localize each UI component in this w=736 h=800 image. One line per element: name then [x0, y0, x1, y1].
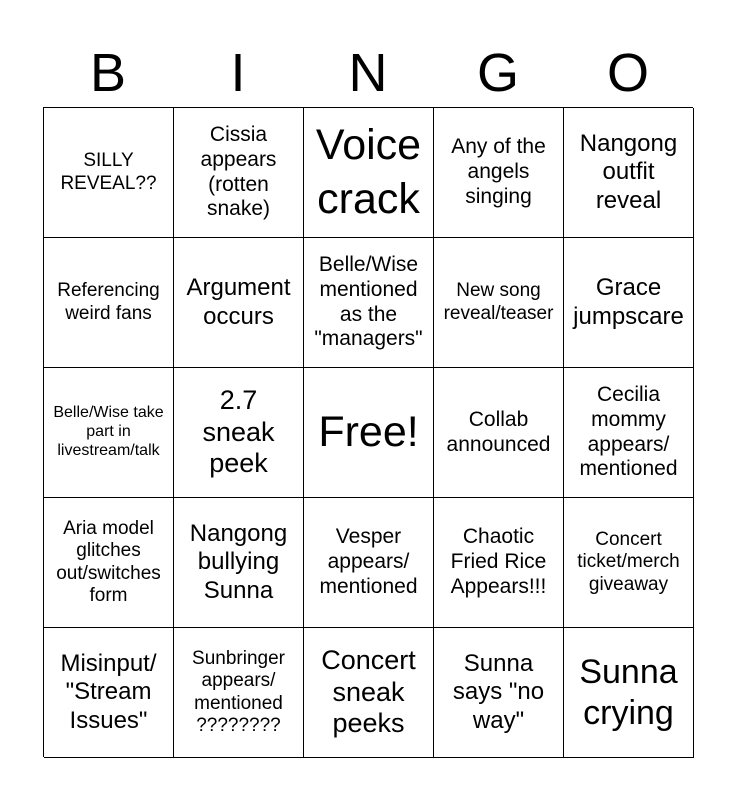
bingo-cell[interactable]: Concert ticket/merch giveaway: [564, 498, 694, 628]
bingo-cell[interactable]: Aria model glitches out/switches form: [44, 498, 174, 628]
bingo-cell[interactable]: SILLY REVEAL??: [44, 108, 174, 238]
bingo-cell[interactable]: Sunbringer appears/ mentioned ????????: [174, 628, 304, 758]
header-letter-n: N: [348, 43, 388, 103]
bingo-cell[interactable]: Cecilia mommy appears/ mentioned: [564, 368, 694, 498]
bingo-cell[interactable]: Belle/Wise mentioned as the "managers": [304, 238, 434, 368]
header-letter-o: O: [606, 43, 649, 103]
bingo-cell[interactable]: Cissia appears (rotten snake): [174, 108, 304, 238]
bingo-cell[interactable]: Any of the angels singing: [434, 108, 564, 238]
bingo-cell[interactable]: Vesper appears/ mentioned: [304, 498, 434, 628]
bingo-cell[interactable]: Referencing weird fans: [44, 238, 174, 368]
bingo-cell[interactable]: Misinput/ "Stream Issues": [44, 628, 174, 758]
bingo-cell[interactable]: Sunna says "no way": [434, 628, 564, 758]
bingo-cell[interactable]: Nangong outfit reveal: [564, 108, 694, 238]
header-letter-b: B: [89, 43, 127, 103]
bingo-cell[interactable]: Belle/Wise take part in livestream/talk: [44, 368, 174, 498]
bingo-cell[interactable]: 2.7 sneak peek: [174, 368, 304, 498]
bingo-cell[interactable]: Voice crack: [304, 108, 434, 238]
bingo-board: [43, 107, 693, 757]
bingo-cell[interactable]: Chaotic Fried Rice Appears!!!: [434, 498, 564, 628]
bingo-cell[interactable]: Concert sneak peeks: [304, 628, 434, 758]
bingo-header: [43, 40, 693, 106]
bingo-cell[interactable]: New song reveal/teaser: [434, 238, 564, 368]
bingo-cell[interactable]: Nangong bullying Sunna: [174, 498, 304, 628]
bingo-cell[interactable]: Grace jumpscare: [564, 238, 694, 368]
bingo-cell[interactable]: Collab announced: [434, 368, 564, 498]
header-letter-i: I: [230, 43, 246, 103]
free-space-cell[interactable]: Free!: [304, 368, 434, 498]
bingo-cell[interactable]: Argument occurs: [174, 238, 304, 368]
header-letter-g: G: [476, 43, 519, 103]
bingo-cell[interactable]: Sunna crying: [564, 628, 694, 758]
